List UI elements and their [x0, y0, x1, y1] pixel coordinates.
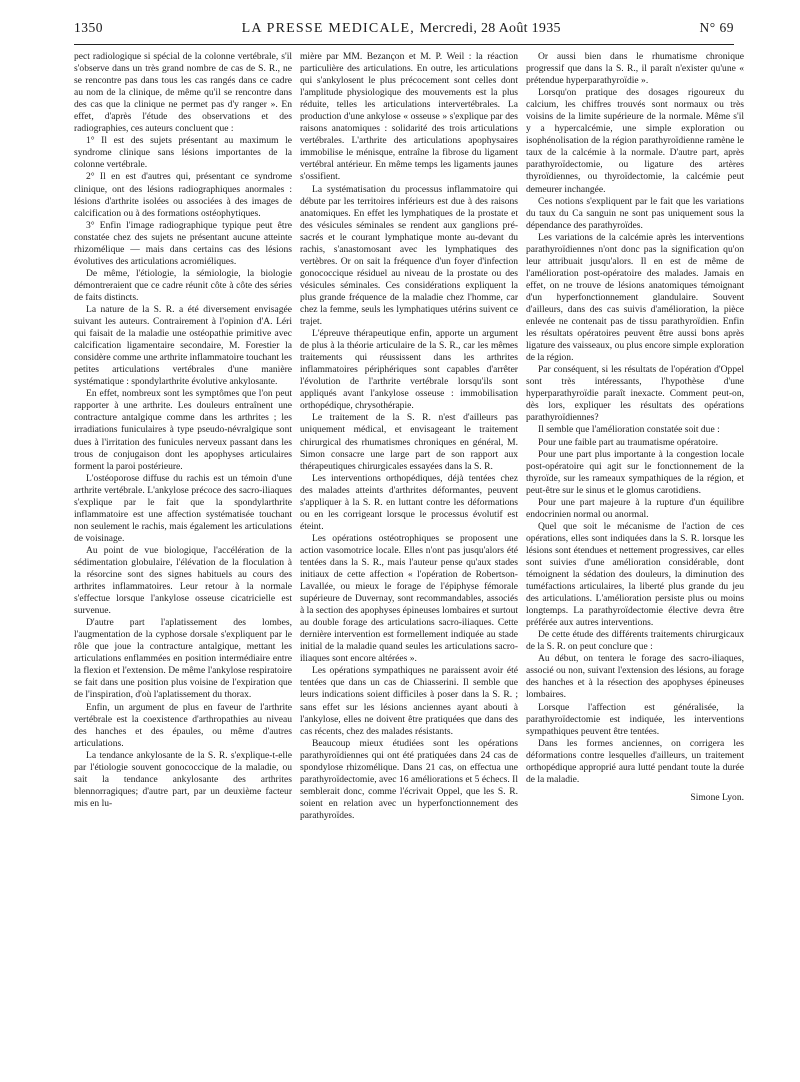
paragraph: Le traitement de la S. R. n'est d'ailleurs pas uniquement médical, et envisageant le traitement chirurgical des rhumatismes chroniques en général, M. Simon consacre une large part de son rapport aux thérapeutiques chirurgicales essayées dans la S. R. [300, 412, 518, 472]
paragraph: Pour une faible part au traumatisme opératoire. [538, 436, 718, 448]
paragraph: L'épreuve thérapeutique enfin, apporte un argument de plus à la théorie articulaire de la S. R., car les mêmes traitements qui réussissent dans les arthrites inflammatoires périphériques sont capables d'arrêter l'évolution de l'arthrite vertébrale lorsqu'ils sont appliqués avant l'ankylose osseuse : immobilisation orthopédique, chrysothérapie. [300, 328, 518, 412]
paragraph: Quel que soit le mécanisme de l'action de ces opérations, elles sont indiquées dans la S. R. lorsque les lésions sont étendues et nettement progressives, car elles sont suivies d'une amélioration considérable, dont témoignent la sédation des douleurs, la diminution des tuméfactions articulaires, la liberté plus grande du jeu des articulations. L'amélioration persiste plus ou moins longtemps. La parathyroïdectomie élective devra être préférée aux autres interventions. [526, 520, 744, 629]
paragraph: Lorsqu'on pratique des dosages rigoureux du calcium, les chiffres trouvés sont normaux ou très voisins de la limite supérieure de la normale. Même s'il y a hypercalcémie, une simple exploration ou isophénolisation de la région parathyroïdienne ramène le taux de la calcémie à la normale. D'autre part, après parathyroïdectomie, ou ligature des artères thyroïdiennes, ou thyroïdectomie, la calcémie peut demeurer inchangée. [526, 87, 744, 195]
author-signature: Simone Lyon. [690, 791, 744, 803]
paragraph: 3° Enfin l'image radiographique typique peut être constatée chez des sujets ne présentant aucune atteinte rhizomélique — mais dans certains cas des lésions évolutives des articulations acromiéliques. [74, 219, 292, 267]
paragraph: Or aussi bien dans le rhumatisme chronique progressif que dans la S. R., il paraît n'exister qu'une « prétendue hyperparathyroïdie ». [526, 51, 744, 87]
paragraph: Les interventions orthopédiques, déjà tentées chez des malades atteints d'arthrites déformantes, peuvent s'appliquer à la S. R. en luttant contre les déformations ou en les corrigeant lorsque le processus évolutif est éteint. [300, 472, 518, 532]
paragraph: mière par MM. Bezançon et M. P. Weil : la réaction particulière des articulations. En outre, les articulations qui s'ankylosent le plus précocement sont celles dont l'amplitude physiologique des mouvements est la plus réduite, telles les articulations intervertébrales. La production d'une ankylose « osseuse » s'explique par des raisons anatomiques : solidarité des trois articulations vertébrales. L'arthrite des articulations apophysaires immobilise le ménisque, entraîne la fibrose du ligament vertébral antérieur. En même temps les ligaments jaunes s'ossifient. [300, 51, 518, 183]
page-number: 1350 [74, 20, 103, 35]
paragraph: Par conséquent, si les résultats de l'opération d'Oppel sont très intéressants, l'hypothèse d'une hyperparathyroïdie paraît inexacte. Comment peut-on, dès lors, expliquer les résultats des opérations parathyroïdiennes? [526, 364, 744, 424]
paragraph: La systématisation du processus inflammatoire qui débute par les territoires inférieurs est due à des raisons anatomiques. En effet les lymphatiques de la prostate et des vésicules séminales se rendent aux ganglions pré-sacrés et le courant lymphatique monte au-devant du rachis, s'anastomosant avec les lymphatiques des vertèbres. Or on sait la fréquence d'un foyer d'infection gonococcique résiduel au niveau de la prostate ou des vésicules séminales. Ces considérations expliquent la plus grande fréquence de la maladie chez l'homme, car chez la femme, seuls les lymphatiques utérins suivent ce trajet. [300, 183, 518, 328]
paragraph: Dans les formes anciennes, on corrigera les déformations contre lesquelles d'ailleurs, un traitement orthopédique approprié aura lutté pendant toute la durée de la maladie. [526, 737, 744, 785]
paragraph: pect radiologique si spécial de la colonne vertébrale, s'il s'observe dans un très grand nombre de cas de S. R., ne se rencontre pas dans tous les cas rangés dans ce cadre au nom de la clinique, de même qu'il se rencontre dans des cas que la clinique ne permet pas d'y ranger ». En effet, d'après l'étude des observations et des radiographies, ces auteurs concluent que : [74, 51, 292, 135]
paragraph: La tendance ankylosante de la S. R. s'explique-t-elle par l'étiologie souvent gonococcique de la maladie, ou sait la tendance ankylosante des arthrites blennorragiques; d'autre part, par un deuxième facteur mis en lu- [74, 749, 292, 809]
paragraph: La nature de la S. R. a été diversement envisagée suivant les auteurs. Contrairement à l'opinion d'A. Léri qui faisait de la maladie une ostéopathie primitive avec calcification ligamentaire secondaire, M. Forestier la considère comme une arthrite inflammatoire touchant les petites articulations vertébrales d'une manière systématique : spondylarthrite évolutive ankylosante. [74, 303, 292, 388]
paragraph: Ces notions s'expliquent par le fait que les variations du taux du Ca sanguin ne sont pas uniquement sous la dépendance des parathyroïdes. [526, 195, 744, 231]
text-column-middle [300, 51, 518, 1051]
paragraph: D'autre part l'aplatissement des lombes, l'augmentation de la cyphose dorsale s'expliquent par le rôle que joue la contracture antalgique, mettant les articulations enflammées en position intermédiaire entre la flexion et l'extension. De même l'ankylose respiratoire se fait dans une position plus voisine de l'expiration que de l'inspiration, d'où l'aplatissement du thorax. [74, 617, 292, 701]
header-title-group [242, 21, 561, 37]
text-column-right [526, 51, 744, 1051]
paragraph: L'ostéoporose diffuse du rachis est un témoin d'une arthrite vertébrale. L'ankylose précoce des sacro-iliaques s'explique par le fait que la spondylarthrite inflammatoire est une affection systématisée touchant non seulement le rachis, mais également les articulations de voisinage. [74, 472, 292, 544]
issue-number: N° 69 [699, 20, 734, 35]
text-column-left [74, 51, 292, 1051]
page-header [74, 20, 734, 45]
article-body [74, 51, 746, 1051]
paragraph: Pour une part majeure à la rupture d'un équilibre endocrinien normal ou anormal. [526, 496, 744, 520]
paragraph: Pour une part plus importante à la congestion locale post-opératoire qui agit sur le fonctionnement de la thyroïde, sur les rameaux sympathiques de la région, et peut-être sur le sinus et le glomus carotidiens. [526, 448, 744, 496]
paragraph: Lorsque l'affection est généralisée, la parathyroïdectomie est indiquée, les interventions sympathiques peuvent être tentées. [526, 701, 744, 737]
paragraph: De cette étude des différents traitements chirurgicaux de la S. R. on peut conclure que : [526, 629, 744, 653]
paragraph: Les opérations ostéotrophiques se proposent une action vasomotrice locale. Elles n'ont pas jusqu'alors été tentées dans la S. R., mais l'auteur pense qu'aux stades initiaux de cette affection « l'opération de Robertson-Lavallée, ou mieux le forage de l'épiphyse fémorale supérieure de Duvernay, sont recommandables, associés à la section des apophyses épineuses lombaires et surtout au double forage des articulations sacro-iliaques. Cette dernière intervention est formellement indiquée au stade initial de la maladie quand seules les articulations sacro-iliaques sont encore altérées ». [300, 532, 518, 665]
issue-date: Mercredi, 28 Août 1935 [419, 21, 561, 36]
paragraph: Les variations de la calcémie après les interventions parathyroïdiennes n'ont donc pas la signification qu'on leur attribuait jusqu'alors. Il en est de même de l'amélioration post-opératoire des malades. Jamais en effet, on ne trouve de lésions anatomiques témoignant d'un hyperfonctionnement glandulaire. Souvent d'ailleurs, dans des cas suivis d'amélioration, la pièce enlevée ne contenait pas de tissu parathyroïdien. Enfin les résultats opératoires peuvent être aussi bons après ligature des vaisseaux, ou plus encore simple exploration de la région. [526, 231, 744, 364]
paragraph: En effet, nombreux sont les symptômes que l'on peut rapporter à une arthrite. Les douleurs entraînent une contracture antalgique comme dans les arthrites ; les irradiations funiculaires à type pseudo-névralgique sont dues à l'irritation des funicules nerveux passant dans les trous de conjugaison dont les apophyses articulaires forment la paroi postérieure. [74, 388, 292, 472]
journal-name: LA PRESSE MEDICALE, [241, 21, 415, 36]
paragraph: De même, l'étiologie, la sémiologie, la biologie démontreraient que ce cadre réunit côte à côte des séries de faits distincts. [74, 267, 292, 303]
paragraph: 2° Il en est d'autres qui, présentant ce syndrome clinique, ont des lésions radiographiques anormales : lésions d'arthrite isolées ou associées à des images de calcification ou à des formations ostéophytiques. [74, 171, 292, 219]
paragraph: Enfin, un argument de plus en faveur de l'arthrite vertébrale est la coexistence d'arthropathies au niveau des hanches et des épaules, ou même d'autres articulations. [74, 701, 292, 749]
paragraph: Les opérations sympathiques ne paraissent avoir été tentées que dans un cas de Chiasserini. Il semble que leurs indications soient difficiles à poser dans la S. R. ; sans effet sur les lésions anciennes ayant abouti à l'ankylose, elles ne doivent être pratiquées que dans des cas récents, chez des malades résistants. [300, 665, 518, 737]
paragraph: Il semble que l'amélioration constatée soit due : [538, 424, 720, 436]
paragraph: Au point de vue biologique, l'accélération de la sédimentation globulaire, l'élévation de la floculation à la résorcine sont des signes habituels au cours des arthrites inflammatoires. Leur retour à la normale s'effectue lorsque l'ankylose osseuse cicatricielle est survenue. [74, 544, 292, 617]
paragraph: 1° Il est des sujets présentant au maximum le syndrome clinique sans lésions importantes de la colonne vertébrale. [74, 135, 292, 171]
paragraph: Au début, on tentera le forage des sacro-iliaques, associé ou non, suivant l'extension des lésions, au forage des hanches et à la résection des apophyses épineuses lombaires. [526, 653, 744, 701]
paragraph: Beaucoup mieux étudiées sont les opérations parathyroïdiennes qui ont été pratiquées dans 24 cas de spondylose rhizomélique. Dans 21 cas, on effectua une parathyroïdectomie, avec 16 améliorations et 5 échecs. Il semblerait donc, comme l'écrivait Oppel, que les S. R. soient en relation avec un hyperfonctionnement des parathyroïdes. [300, 737, 518, 821]
